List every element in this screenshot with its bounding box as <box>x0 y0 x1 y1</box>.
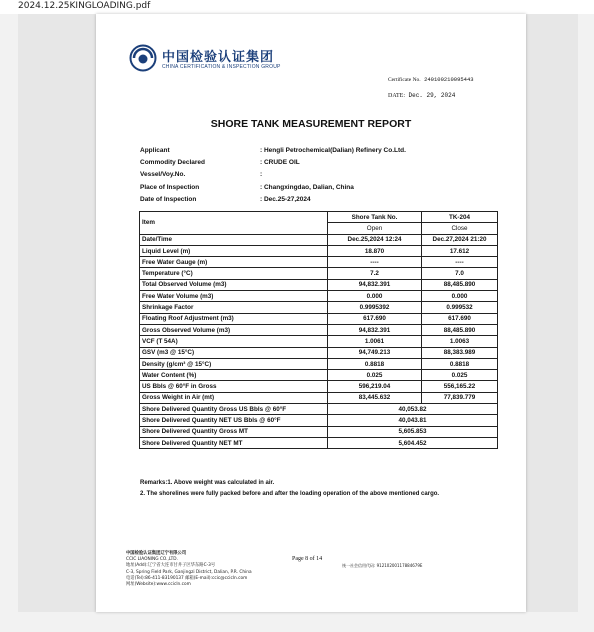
row-close-value: ---- <box>422 257 498 268</box>
row-open-value: 7.2 <box>328 268 422 279</box>
row-label: Free Water Gauge (m) <box>140 257 328 268</box>
row-open-value: 94,832.391 <box>328 279 422 290</box>
table-row <box>140 392 498 403</box>
footer-line: CCIC LIAONING CO.,LTD. <box>126 557 178 563</box>
pdf-filename: 2024.12.25KINGLOADING.pdf <box>18 1 151 11</box>
row-close-value: 0.999532 <box>422 302 498 313</box>
remark-1: Remarks:1. Above weight was calculated in air. <box>140 480 275 486</box>
measurement-table <box>139 211 498 449</box>
info-key: Date of Inspection <box>140 195 197 203</box>
row-open-value: 617.690 <box>328 313 422 324</box>
table-row <box>140 313 498 324</box>
pdf-page[interactable] <box>96 14 526 612</box>
row-open-value: 596,219.04 <box>328 381 422 392</box>
viewer-left-gutter <box>18 14 96 612</box>
delivered-row <box>140 404 498 415</box>
footer-line: 中国检验认证集团辽宁有限公司 <box>126 551 187 556</box>
open-header: Open <box>328 223 422 234</box>
row-label: Gross Observed Volume (m3) <box>140 324 328 335</box>
row-label: Total Observed Volume (m3) <box>140 279 328 290</box>
table-row <box>140 291 498 302</box>
row-close-value: 0.8818 <box>422 358 498 369</box>
delivered-value: 5,605.853 <box>328 426 498 437</box>
certificate-label: Certificate No. <box>388 77 421 83</box>
date-label: DATE: <box>388 93 405 99</box>
info-value: : <box>260 171 263 179</box>
certificate-number <box>388 76 474 83</box>
table-row <box>140 257 498 268</box>
row-close-value: 556,165.22 <box>422 381 498 392</box>
footer-line: 地址(Add):辽宁省大连市甘井子区华东路C-3号 <box>126 563 216 569</box>
row-label: Temperature (°C) <box>140 268 328 279</box>
row-label: VCF (T 54A) <box>140 336 328 347</box>
delivered-row <box>140 426 498 437</box>
row-open-value: 0.000 <box>328 291 422 302</box>
delivered-row <box>140 437 498 448</box>
report-title: SHORE TANK MEASUREMENT REPORT <box>210 118 412 130</box>
table-row <box>140 324 498 335</box>
table-header-row <box>140 212 498 223</box>
row-label: US Bbls @ 60°F in Gross <box>140 381 328 392</box>
company-name-en: CHINA CERTIFICATION & INSPECTION GROUP <box>162 64 281 70</box>
delivered-value: 40,053.82 <box>328 404 498 415</box>
table-row <box>140 245 498 256</box>
company-name-cn: 中国检验认证集团 <box>162 50 275 65</box>
row-open-value: 0.8818 <box>328 358 422 369</box>
info-value: : CRUDE OIL <box>260 159 300 167</box>
row-close-value: 17.612 <box>422 245 498 256</box>
page-number: Page 8 of 14 <box>292 556 323 562</box>
footer-line: C-3, Spring Field Park, Ganjingzi District, Dalian, P.R. China <box>126 569 252 575</box>
info-key: Applicant <box>140 147 170 154</box>
info-value: : Hengli Petrochemical(Dalian) Refinery Co.Ltd. <box>260 147 406 154</box>
delivered-label: Shore Delivered Quantity Gross US Bbls @ 60°F <box>140 404 328 415</box>
info-key: Place of Inspection <box>140 183 200 191</box>
row-label: GSV (m3 @ 15°C) <box>140 347 328 358</box>
delivered-value: 5,604.452 <box>328 437 498 448</box>
row-open-value: 1.0061 <box>328 336 422 347</box>
info-value: : Changxingdao, Dalian, China <box>260 183 354 191</box>
table-row <box>140 336 498 347</box>
row-close-value: 88,485.890 <box>422 279 498 290</box>
table-row <box>140 358 498 369</box>
row-close-value: 88,485.890 <box>422 324 498 335</box>
row-open-value: 18.870 <box>328 245 422 256</box>
table-row <box>140 347 498 358</box>
viewer-right-gutter <box>526 14 578 612</box>
row-label: Shrinkage Factor <box>140 302 328 313</box>
delivered-label: Shore Delivered Quantity Gross MT <box>140 426 328 437</box>
certificate-value: 240100210095443 <box>424 76 474 83</box>
table-row <box>140 268 498 279</box>
delivered-value: 40,043.81 <box>328 415 498 426</box>
row-close-value: 7.0 <box>422 268 498 279</box>
pdf-title-bar <box>0 0 594 14</box>
info-key: Commodity Declared <box>140 159 206 167</box>
row-label: Floating Roof Adjustment (m3) <box>140 313 328 324</box>
row-close-value: 617.690 <box>422 313 498 324</box>
footer-line: 电话(Tel):86-411-83190137 邮箱(E-mail):ccic@ccicln.com <box>126 575 248 581</box>
close-header: Close <box>422 223 498 234</box>
info-value: : Dec.25-27,2024 <box>260 195 311 203</box>
row-label: Gross Weight in Air (mt) <box>140 392 328 403</box>
row-close-value: 77,839.779 <box>422 392 498 403</box>
item-header: Item <box>140 212 328 235</box>
remark-2: 2. The shorelines were fully packed before and after the loading operation of the above mentioned cargo. <box>140 490 440 497</box>
row-close-value: Dec.27,2024 21:20 <box>422 234 498 245</box>
row-open-value: 0.025 <box>328 370 422 381</box>
row-label: Liquid Level (m) <box>140 245 328 256</box>
row-open-value: Dec.25,2024 12:24 <box>328 234 422 245</box>
row-open-value: 94,832.391 <box>328 324 422 335</box>
row-close-value: 88,383.989 <box>422 347 498 358</box>
row-open-value: ---- <box>328 257 422 268</box>
row-open-value: 83,445.632 <box>328 392 422 403</box>
delivered-label: Shore Delivered Quantity NET US Bbls @ 60°F <box>140 415 328 426</box>
footer-credit-code: 统一社会信用代码: 91210200117884679E <box>342 563 423 568</box>
row-close-value: 1.0063 <box>422 336 498 347</box>
date-value: Dec. 29, 2024 <box>408 92 456 99</box>
table-row <box>140 302 498 313</box>
table-row <box>140 279 498 290</box>
footer-line: 网址(Website):www.ccicln.com <box>126 582 191 588</box>
delivered-label: Shore Delivered Quantity NET MT <box>140 437 328 448</box>
row-label: Date/Time <box>140 234 328 245</box>
info-key: Vessel/Voy.No. <box>140 171 186 179</box>
row-label: Free Water Volume (m3) <box>140 291 328 302</box>
row-close-value: 0.000 <box>422 291 498 302</box>
shore-tank-header: Shore Tank No. <box>328 212 422 223</box>
footer-address <box>126 551 252 588</box>
tank-number: TK-204 <box>422 212 498 223</box>
row-open-value: 0.9995392 <box>328 302 422 313</box>
row-label: Density (g/cm³ @ 15°C) <box>140 358 328 369</box>
table-row <box>140 370 498 381</box>
report-date <box>388 92 455 99</box>
row-close-value: 0.025 <box>422 370 498 381</box>
table-row <box>140 381 498 392</box>
table-row <box>140 234 498 245</box>
row-label: Water Content (%) <box>140 370 328 381</box>
remarks <box>140 478 439 499</box>
delivered-row <box>140 415 498 426</box>
row-open-value: 94,749.213 <box>328 347 422 358</box>
ccic-logo-icon <box>129 44 157 72</box>
